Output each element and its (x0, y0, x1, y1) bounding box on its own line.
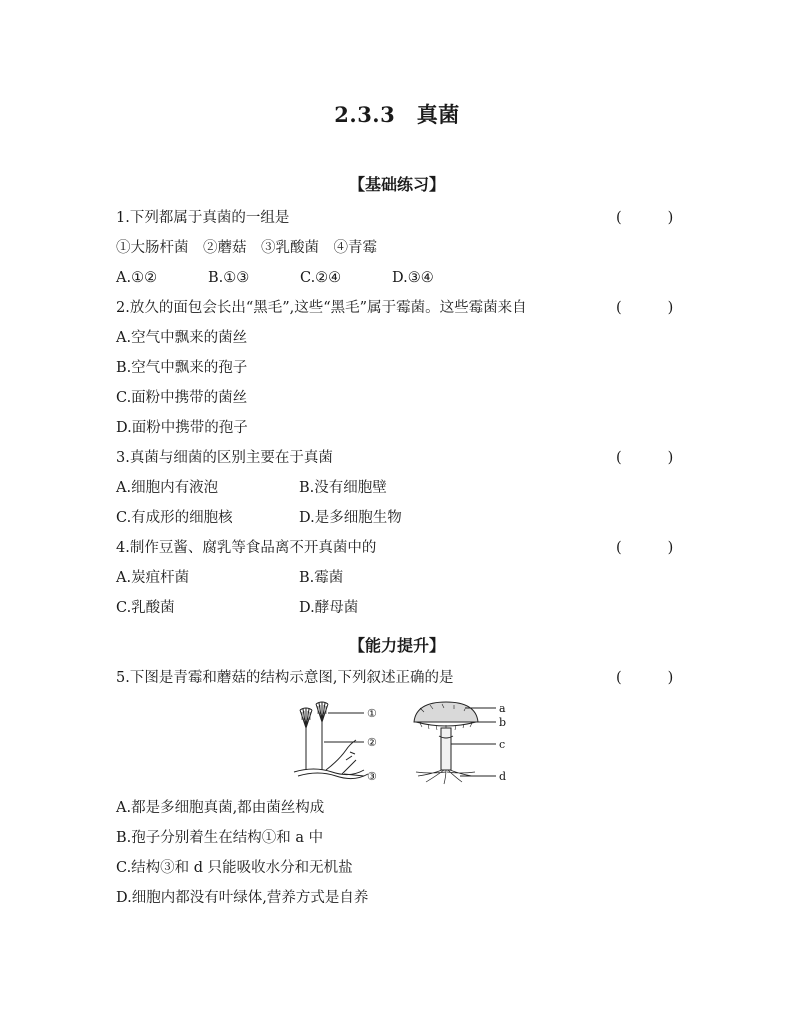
option-d[interactable]: D.是多细胞生物 (299, 510, 402, 526)
answer-blank-3[interactable]: ( ) (616, 450, 674, 466)
question-1-items: ①大肠杆菌 ②蘑菇 ③乳酸菌 ④青霉 (116, 240, 377, 256)
option-b[interactable]: B.霉菌 (299, 570, 344, 586)
label-a: a (499, 702, 506, 715)
label-d: d (499, 770, 507, 783)
option-a[interactable]: A.都是多细胞真菌,都由菌丝构成 (116, 800, 325, 816)
mushroom-drawing (414, 702, 496, 784)
question-5-stem: 5.下图是青霉和蘑菇的结构示意图,下列叙述正确的是 (116, 670, 454, 686)
option-c[interactable]: C.有成形的细胞核 (116, 510, 233, 526)
answer-blank-5[interactable]: ( ) (616, 670, 674, 686)
option-b[interactable]: B.①③ (208, 270, 250, 286)
label-c: c (499, 738, 506, 751)
penicillium-drawing (294, 702, 368, 779)
option-a[interactable]: A.①② (116, 270, 158, 286)
question-2-stem: 2.放久的面包会长出“黑毛”,这些“黑毛”属于霉菌。这些霉菌来自 (116, 300, 527, 316)
option-b[interactable]: B.孢子分别着生在结构①和 a 中 (116, 830, 324, 846)
question-4-stem: 4.制作豆酱、腐乳等食品离不开真菌中的 (116, 540, 377, 556)
page-title: 2.3.3 真菌 (334, 102, 460, 127)
answer-blank-4[interactable]: ( ) (616, 540, 674, 556)
option-d[interactable]: D.酵母菌 (299, 600, 359, 616)
question-1-stem: 1.下列都属于真菌的一组是 (116, 210, 290, 226)
option-a[interactable]: A.炭疽杆菌 (116, 570, 190, 586)
label-3: ③ (367, 770, 377, 783)
question-3-options-row1 (116, 478, 387, 498)
question-3-stem: 3.真菌与细菌的区别主要在于真菌 (116, 450, 333, 466)
label-1: ① (367, 707, 377, 720)
answer-blank-1[interactable]: ( ) (616, 210, 674, 226)
answer-blank-2[interactable]: ( ) (616, 300, 674, 316)
penicillium-mushroom-diagram (284, 700, 524, 790)
option-b[interactable]: B.没有细胞壁 (299, 480, 387, 496)
option-c[interactable]: C.②④ (300, 270, 342, 286)
option-d[interactable]: D.面粉中携带的孢子 (116, 420, 248, 436)
option-c[interactable]: C.面粉中携带的菌丝 (116, 390, 248, 406)
question-1-options (116, 268, 434, 288)
section-heading-basic: 【基础练习】 (348, 175, 445, 194)
option-a[interactable]: A.细胞内有液泡 (116, 480, 219, 496)
label-2: ② (367, 736, 377, 749)
section-heading-advanced: 【能力提升】 (348, 636, 445, 655)
label-b: b (499, 716, 507, 729)
question-4-options-row1 (116, 568, 343, 588)
option-a[interactable]: A.空气中飘来的菌丝 (116, 330, 248, 346)
option-c[interactable]: C.结构③和 d 只能吸收水分和无机盐 (116, 860, 353, 876)
option-c[interactable]: C.乳酸菌 (116, 600, 175, 616)
option-d[interactable]: D.③④ (392, 270, 434, 286)
option-b[interactable]: B.空气中飘来的孢子 (116, 360, 248, 376)
question-4-options-row2 (116, 598, 358, 618)
option-d[interactable]: D.细胞内都没有叶绿体,营养方式是自养 (116, 890, 369, 906)
question-3-options-row2 (116, 508, 402, 528)
structure-diagram (284, 700, 524, 790)
